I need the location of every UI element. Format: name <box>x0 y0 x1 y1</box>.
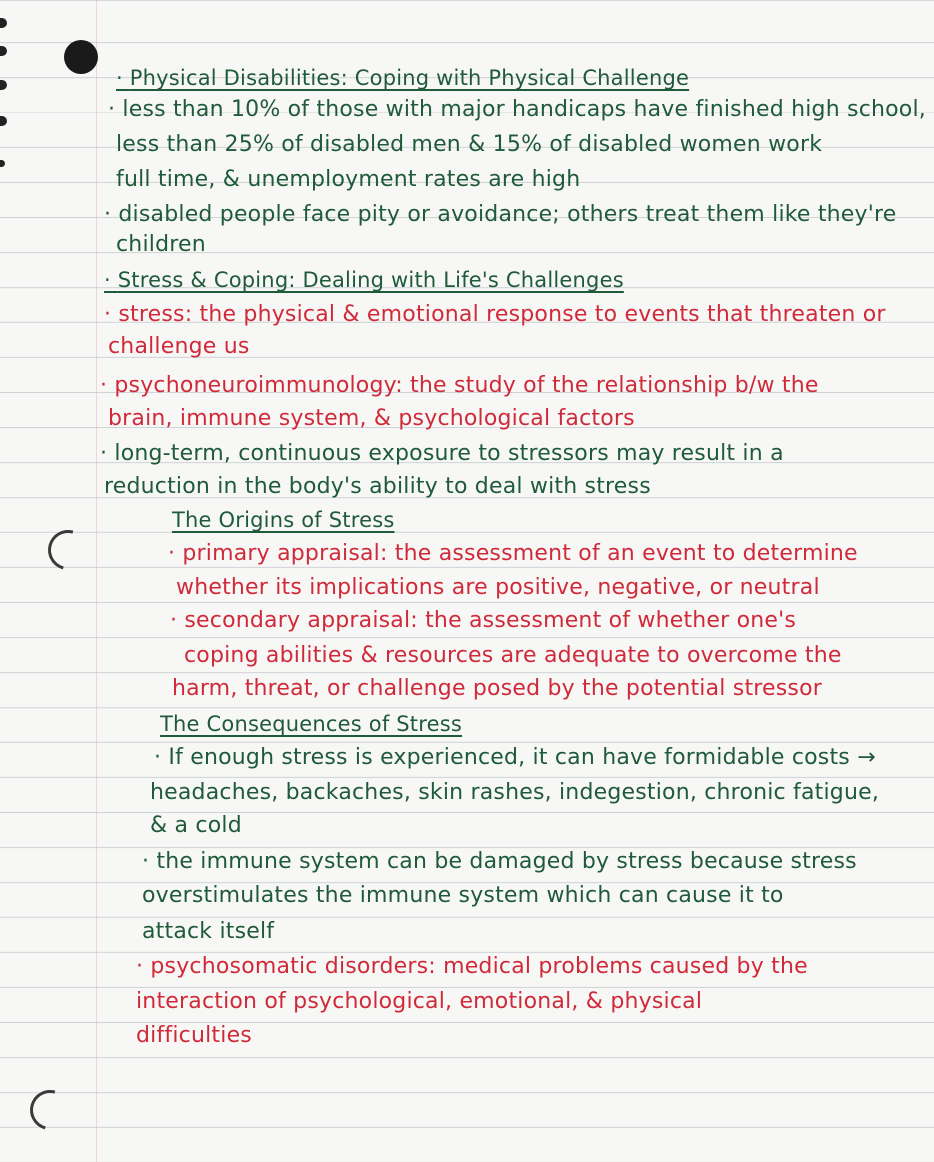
note-line: · primary appraisal: the assessment of an event to determine <box>168 541 858 566</box>
punch-hole-ring-icon <box>23 1083 78 1138</box>
note-line: harm, threat, or challenge posed by the potential stressor <box>172 676 822 701</box>
note-line: interaction of psychological, emotional, & physical <box>136 989 703 1014</box>
subheading-origins-of-stress: The Origins of Stress <box>172 508 395 532</box>
note-line: · psychosomatic disorders: medical problems caused by the <box>136 954 808 979</box>
note-line: brain, immune system, & psychological factors <box>108 406 635 431</box>
note-line: · secondary appraisal: the assessment of whether one's <box>170 608 797 633</box>
note-line: · stress: the physical & emotional response to events that threaten or <box>104 302 886 327</box>
note-line: overstimulates the immune system which can cause it to <box>142 883 784 908</box>
punch-hole-ring-icon <box>41 523 96 578</box>
note-line: · less than 10% of those with major handicaps have finished high school, <box>108 97 926 122</box>
note-line: & a cold <box>150 813 242 838</box>
binder-tick-4 <box>0 116 7 126</box>
binder-tick-3 <box>0 80 7 90</box>
note-line: difficulties <box>136 1023 252 1048</box>
note-line: reduction in the body's ability to deal with stress <box>104 474 651 499</box>
note-line: · the immune system can be damaged by stress because stress <box>142 849 857 874</box>
heading-physical-disabilities: · Physical Disabilities: Coping with Physical Challenge <box>116 66 690 90</box>
note-line: challenge us <box>108 334 250 359</box>
note-line: less than 25% of disabled men & 15% of disabled women work <box>116 132 823 157</box>
note-line: full time, & unemployment rates are high <box>116 167 581 192</box>
margin-line <box>96 0 97 1162</box>
binder-tick-1 <box>0 18 7 28</box>
note-line: headaches, backaches, skin rashes, indegestion, chronic fatigue, <box>150 780 880 805</box>
note-line: whether its implications are positive, negative, or neutral <box>176 575 820 600</box>
binder-tick-5 <box>0 160 5 167</box>
heading-stress-coping: · Stress & Coping: Dealing with Life's Challenges <box>104 268 624 292</box>
note-line: coping abilities & resources are adequate to overcome the <box>184 643 842 668</box>
punch-hole-icon <box>64 40 98 74</box>
note-line: · long-term, continuous exposure to stressors may result in a <box>100 441 784 466</box>
note-line: · disabled people face pity or avoidance; others treat them like they're <box>104 202 897 227</box>
note-line: attack itself <box>142 919 275 944</box>
subheading-consequences-of-stress: The Consequences of Stress <box>160 712 463 736</box>
note-line: children <box>116 232 206 257</box>
binder-tick-2 <box>0 46 7 56</box>
note-line: · psychoneuroimmunology: the study of the relationship b/w the <box>100 373 819 398</box>
note-line: · If enough stress is experienced, it can have formidable costs → <box>154 745 876 770</box>
